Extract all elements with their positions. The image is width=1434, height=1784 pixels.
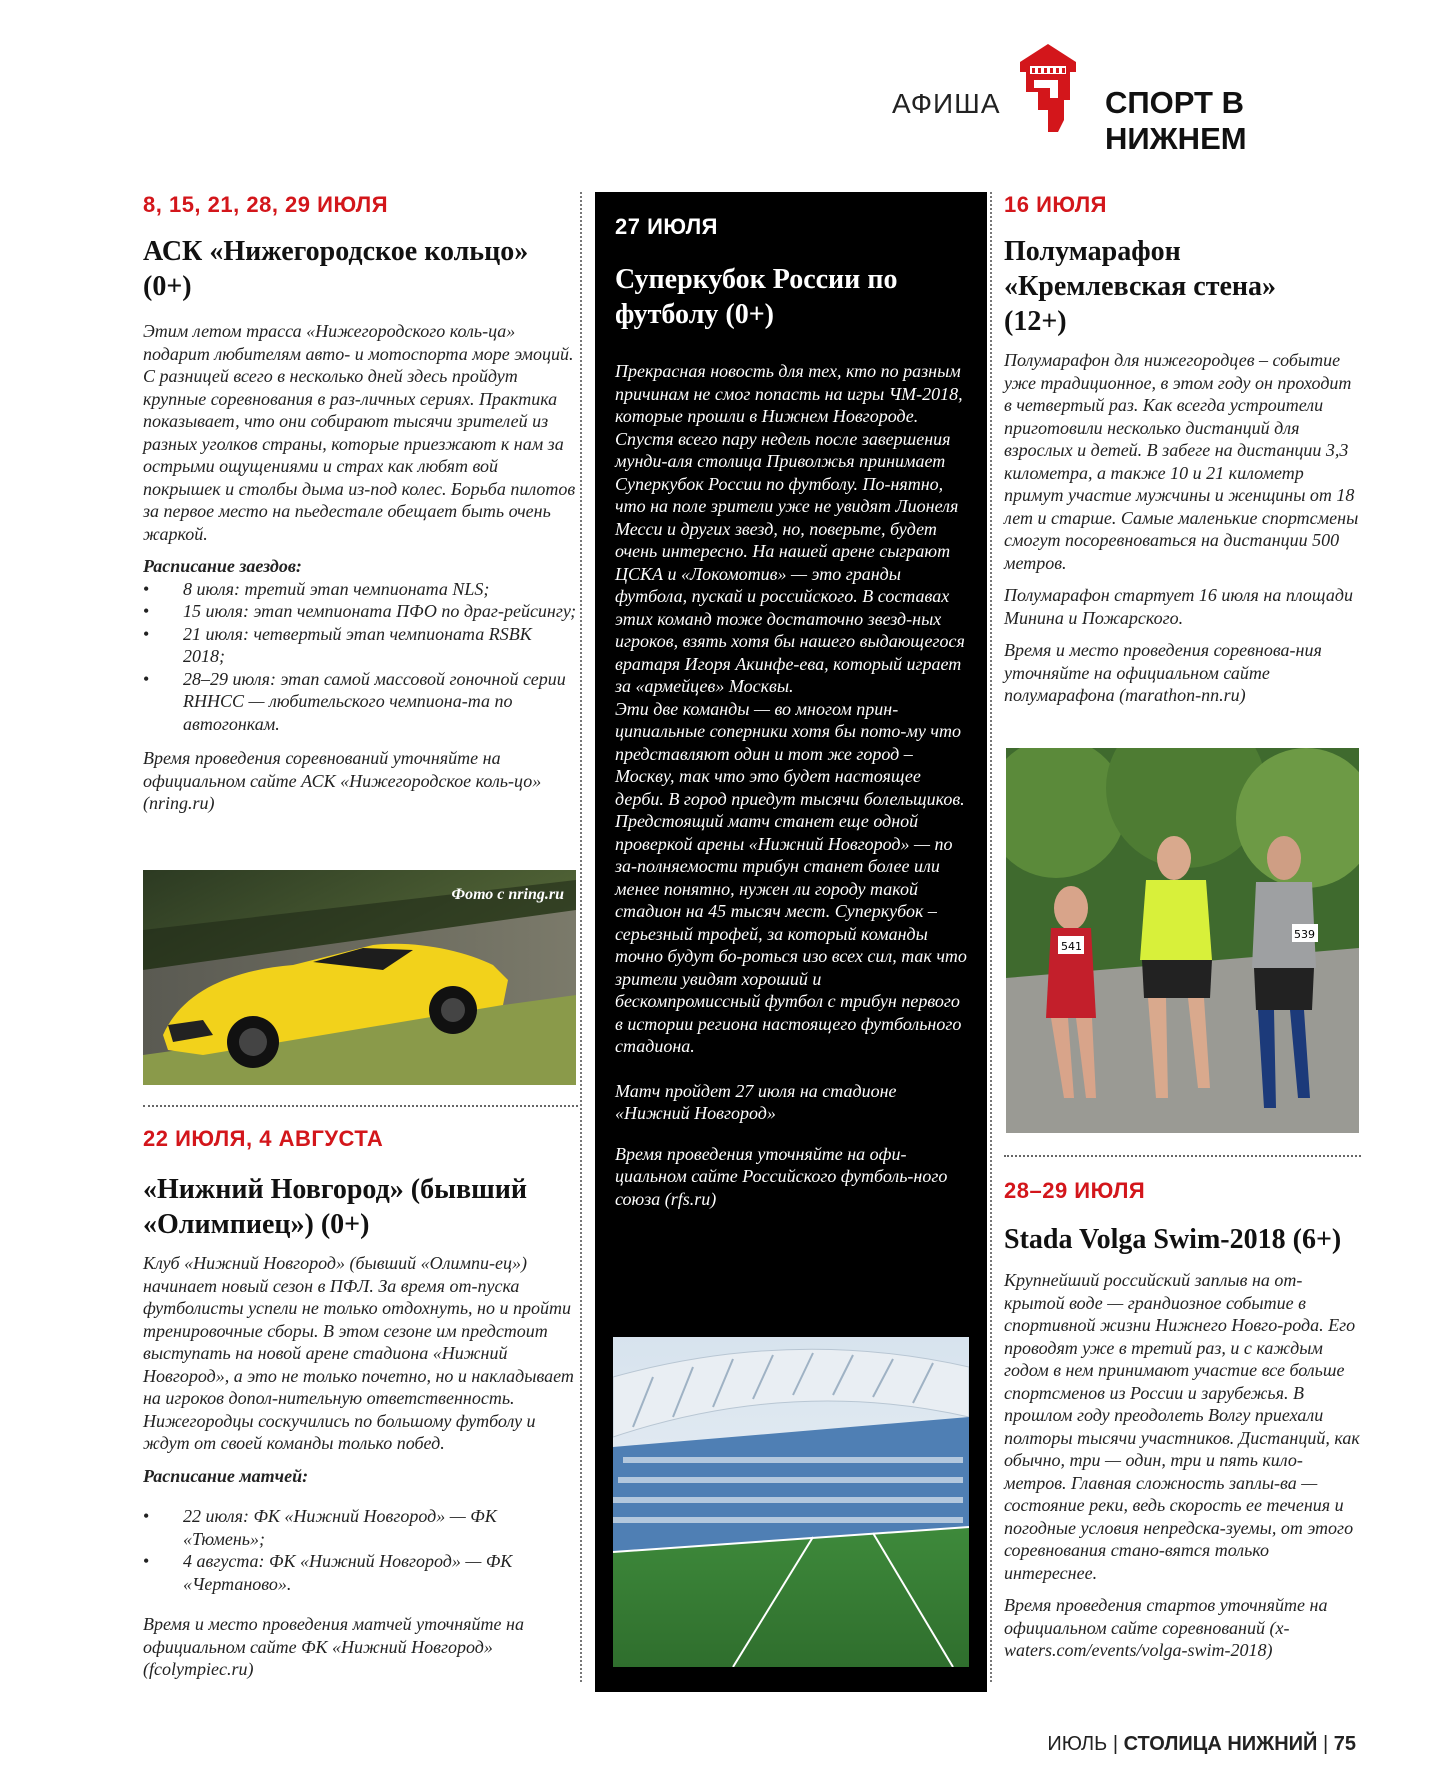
event-note: Полумарафон стартует 16 июля на площади Минина и Пожарского.: [1004, 585, 1354, 628]
schedule-list: [143, 578, 578, 736]
event-description: Этим летом трасса «Нижегородского коль-ца» подарит любителям авто- и мотоспорта море эмоций. С разницей всего в несколько дней здесь пройдут крупные соревнования в раз-личных сериях. Практика показывает, что они собирают тысячи зрителей из разных уголков страны, которые приезжают к нам за острыми ощущениями и страх как любят вой покрышек и столбы дыма из-под колес. Борьба пилотов за первое место на пьедестале обещает быть очень жаркой.: [143, 321, 576, 544]
schedule-list: [143, 1505, 578, 1595]
stadium-photo: [613, 1337, 969, 1667]
race-bib: 541: [1061, 940, 1082, 953]
event-title: АСК «Нижегородское кольцо» (0+): [143, 236, 529, 302]
divider: [1004, 1155, 1361, 1157]
divider: [143, 1105, 578, 1107]
event-date: 27 ИЮЛЯ: [615, 214, 718, 239]
column-half-marathon: [1004, 190, 1361, 717]
footer-separator: |: [1322, 1733, 1334, 1755]
schedule-label: Расписание заездов:: [143, 556, 302, 576]
event-note: Время проведения стартов уточняйте на официальном сайте соревнований (x-waters.com/events/volga-swim-2018): [1004, 1595, 1328, 1660]
event-note: Матч пройдет 27 июля на стадионе «Нижний Новгород»: [615, 1080, 897, 1123]
runners-photo: [1006, 748, 1359, 1133]
event-title: Полумарафон «Кремлевская стена» (12+): [1004, 236, 1277, 337]
event-description: Полумарафон для нижегородцев – событие уже традиционное, в этом году он проходит в четвертый раз. Как всегда устроители приготовили несколько дистанций для взрослых и детей. В забеге на дистанции 3,3 километра, а также 10 и 21 километр примут участие мужчины и женщины от 18 лет и старше. Самые маленькие спортсмены смогут посоревноваться на дистанции 500 метров.: [1004, 350, 1359, 573]
footer-magazine: СТОЛИЦА НИЖНИЙ: [1123, 1733, 1318, 1755]
event-date: 16 ИЮЛЯ: [1004, 192, 1107, 217]
section-title: СПОРТ В НИЖНЕМ: [1105, 85, 1247, 156]
list-item: • 15 июля: этап чемпионата ПФО по драг-рейсингу;: [143, 600, 578, 623]
event-description: Клуб «Нижний Новгород» (бывший «Олимпи-ец») начинает новый сезон в ПФЛ. За время от-пуска футболисты успели не только отдохнуть, но и пройти тренировочные сборы. В этом сезоне им предстоит выступать на новой арене стадиона «Нижний Новгород», а это не только почетно, но и накладывает на игроков допол-нительную ответственность. Нижегородцы соскучились по большому футболу и ждут от своей команды только побед.: [143, 1253, 574, 1453]
event-description-continued: Эти две команды — во многом прин-ципиальные соперники хотя бы пото-му что представляют один и тот же город – Москву, так что это будет настоящее дерби. В город приедут тысячи болельщиков. Предстоящий матч станет еще одной проверкой арены «Нижний Новгород» — по за-полняемости трибун станет более или менее понятно, нужен ли городу такой стадион на 45 тысяч мест. Суперкубок – серьезный трофей, за который команды точно будут бо-роться изо всех сил, так что зрители увидят хороший и бескомпромиссный футбол с трибун первого в истории региона настоящего футбольного стадиона.: [615, 698, 967, 1056]
list-item: • 28–29 июля: этап самой массовой гоночной серии RHHCC — любительского чемпиона-та по автогонкам.: [143, 668, 578, 736]
page-footer: [1047, 1733, 1356, 1756]
column-divider: [580, 192, 582, 1682]
column-volga-swim: [1004, 1176, 1361, 1672]
event-date: 28–29 ИЮЛЯ: [1004, 1178, 1146, 1203]
event-date: 22 ИЮЛЯ, 4 АВГУСТА: [143, 1126, 384, 1151]
section-label: АФИША: [892, 88, 1001, 119]
event-note: Время проведения уточняйте на офи-циальном сайте Российского футболь-ного союза (rfs.ru): [615, 1143, 948, 1209]
photo-caption: Фото с nring.ru: [451, 886, 564, 903]
race-car-photo: [143, 870, 576, 1085]
kremlin-tower-logo: [1008, 40, 1088, 136]
event-description: Прекрасная новость для тех, кто по разным причинам не смог попасть на игры ЧМ-2018, которые прошли в Нижнем Новгороде. Спустя всего пару недель после завершения мунди-аля столица Приволжья принимает Суперкубок России по футболу. По-нятно, что на поле зрители уже не увидят Лионеля Месси и других звезд, но, поверьте, будет очень интересно. На нашей арене сыграют ЦСКА и «Локомотив» — это гранды футбола, пускай и российского. В составах этих команд тоже достаточно звезд-ных игроков, взять хотя бы нашего выдающегося вратаря Игоря Акинфе-ева, который играет за «армейцев» Москвы.: [615, 361, 965, 696]
column-fc: [143, 1124, 578, 1691]
list-item: • 8 июля: третий этап чемпионата NLS;: [143, 578, 578, 601]
event-description: Крупнейший российский заплыв на от-крытой воде — грандиозное событие в спортивной жизни Нижнего Новго-рода. Его проводят уже в третий раз, и с каждым годом в нем принимают участие все больше спортсменов из России и зарубежья. В прошлом году преодолеть Волгу приехали полторы тысячи участников. Дистанций, как обычно, три — один, три и пять кило-метров. Главная сложность заплы-ва — состояние реки, ведь скорость ее течения и погодные условия непредска-зуемы, от этого соревнования стано-вятся только интереснее.: [1004, 1270, 1360, 1583]
event-title: Stada Volga Swim-2018 (6+): [1004, 1224, 1342, 1255]
page-header: [880, 40, 1360, 156]
column-supercup: [595, 192, 987, 1692]
list-item: • 21 июля: четвертый этап чемпионата RSBK 2018;: [143, 623, 578, 668]
column-divider: [990, 192, 992, 1682]
race-bib: 539: [1294, 928, 1315, 941]
event-note: Время проведения соревнований уточняйте на официальном сайте АСК «Нижегородское коль-цо» (nring.ru): [143, 748, 542, 813]
event-title: «Нижний Новгород» (бывший «Олимпиец») (0+): [143, 1174, 527, 1240]
schedule-label: Расписание матчей:: [143, 1465, 309, 1486]
list-item: • 22 июля: ФК «Нижний Новгород» — ФК «Тюмень»;: [143, 1505, 578, 1550]
column-ring: [143, 190, 578, 825]
event-note: Время и место проведения соревнова-ния уточняйте на официальном сайте полумарафона (marathon-nn.ru): [1004, 640, 1322, 705]
page-number: 75: [1333, 1733, 1356, 1755]
event-note: Время и место проведения матчей уточняйте на официальном сайте ФК «Нижний Новгород» (fcolympiec.ru): [143, 1614, 524, 1679]
list-item: • 4 августа: ФК «Нижний Новгород» — ФК «Чертаново».: [143, 1550, 578, 1595]
event-title: Суперкубок России по футболу (0+): [615, 264, 898, 330]
footer-separator: |: [1112, 1733, 1124, 1755]
footer-month: ИЮЛЬ: [1047, 1733, 1108, 1755]
event-date: 8, 15, 21, 28, 29 ИЮЛЯ: [143, 192, 389, 217]
